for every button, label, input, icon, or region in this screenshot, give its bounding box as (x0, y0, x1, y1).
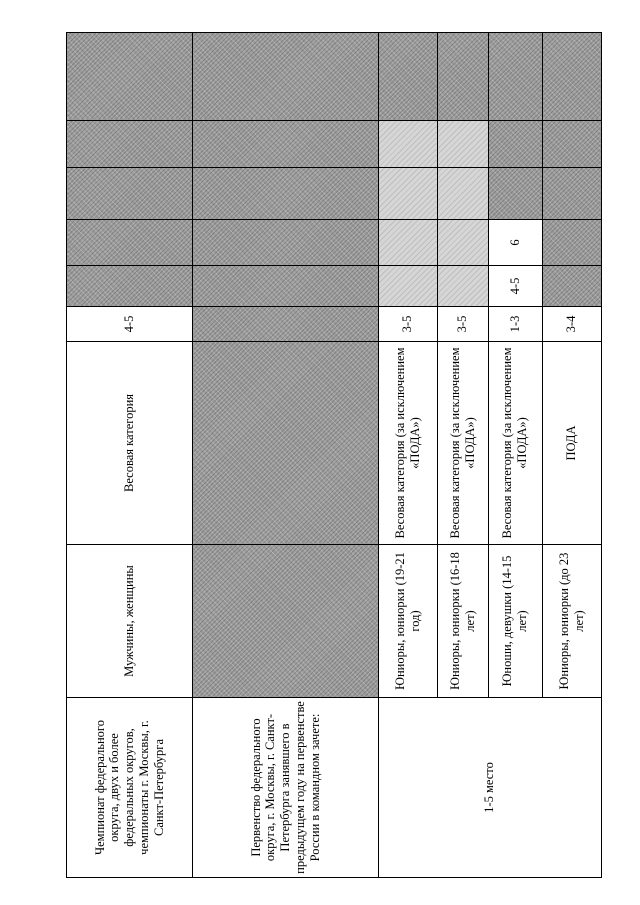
shaded-cell (67, 266, 193, 307)
table-row (67, 33, 193, 878)
discipline-cell (67, 342, 193, 545)
event-text: Чемпионат федерального округа, двух и более федеральных округов, чемпионаты г. Москвы, г. Санкт-Петербурга (92, 720, 166, 855)
event-text: Первенство федерального округа, г. Москвы, г. Санкт-Петербурга занявшего в предыдущем году на первенстве России в командном зачете: (248, 701, 322, 874)
shaded-cell (542, 33, 601, 121)
shaded-cell (488, 33, 542, 121)
places-text: 3-5 (400, 315, 415, 333)
group-cell (378, 545, 437, 698)
shaded-cell (378, 33, 437, 121)
shaded-cell (67, 220, 193, 266)
sports-table (66, 32, 602, 878)
discipline-cell (488, 342, 542, 545)
rank-cell (378, 698, 601, 878)
shaded-cell (67, 121, 193, 168)
shaded-cell (438, 33, 489, 121)
group-cell (542, 545, 601, 698)
shaded-cell (193, 342, 379, 545)
shaded-cell (438, 168, 489, 220)
table-row (378, 33, 437, 878)
extra-cell (488, 266, 542, 307)
shaded-cell (193, 220, 379, 266)
shaded-cell (542, 168, 601, 220)
shaded-cell (438, 220, 489, 266)
shaded-cell (438, 121, 489, 168)
discipline-cell (378, 342, 437, 545)
shaded-cell (193, 121, 379, 168)
shaded-cell (193, 168, 379, 220)
places-text: 1-3 (507, 315, 522, 333)
places-text: 3-4 (564, 315, 579, 333)
event-cell (193, 698, 379, 878)
shaded-cell (488, 121, 542, 168)
discipline-cell (542, 342, 601, 545)
group-cell (438, 545, 489, 698)
group-cell (488, 545, 542, 698)
shaded-cell (67, 168, 193, 220)
discipline-text: ПОДА (564, 425, 579, 461)
group-text: Юниоры, юниорки (16-18 лет) (448, 552, 477, 690)
group-cell (67, 545, 193, 698)
places-cell (378, 307, 437, 342)
places-cell (438, 307, 489, 342)
discipline-text: Весовая категория (за исключением «ПОДА») (393, 347, 422, 539)
table-row (193, 33, 379, 878)
extra-text: 4-5 (507, 277, 522, 295)
shaded-cell (542, 121, 601, 168)
group-text: Юниоры, юниорки (19-21 год) (393, 552, 422, 690)
shaded-cell (193, 33, 379, 121)
shaded-cell (378, 220, 437, 266)
shaded-cell (193, 545, 379, 698)
discipline-text: Весовая категория (за исключением «ПОДА») (500, 347, 530, 539)
extra-text: 6 (507, 239, 522, 246)
group-text: Юниоры, юниорки (до 23 лет) (557, 552, 586, 690)
table-region (66, 33, 602, 878)
rotated-table-container (66, 33, 602, 878)
places-cell (488, 307, 542, 342)
shaded-cell (378, 168, 437, 220)
shaded-cell (378, 266, 437, 307)
shaded-cell (542, 220, 601, 266)
places-text: 4-5 (122, 315, 137, 333)
shaded-cell (542, 266, 601, 307)
shaded-cell (378, 121, 437, 168)
discipline-text: Весовая категория (за исключением «ПОДА») (448, 347, 477, 539)
discipline-cell (438, 342, 489, 545)
shaded-cell (193, 266, 379, 307)
group-text: Мужчины, женщины (122, 565, 137, 677)
discipline-text: Весовая категория (122, 393, 137, 493)
places-cell (67, 307, 193, 342)
shaded-cell (438, 266, 489, 307)
rank-text: 1-5 место (482, 762, 497, 813)
extra-cell (488, 220, 542, 266)
shaded-cell (193, 307, 379, 342)
shaded-cell (67, 33, 193, 121)
places-cell (542, 307, 601, 342)
shaded-cell (488, 168, 542, 220)
places-text: 3-5 (455, 315, 470, 333)
group-text: Юноши, девушки (14-15 лет) (500, 555, 530, 687)
event-cell (67, 698, 193, 878)
